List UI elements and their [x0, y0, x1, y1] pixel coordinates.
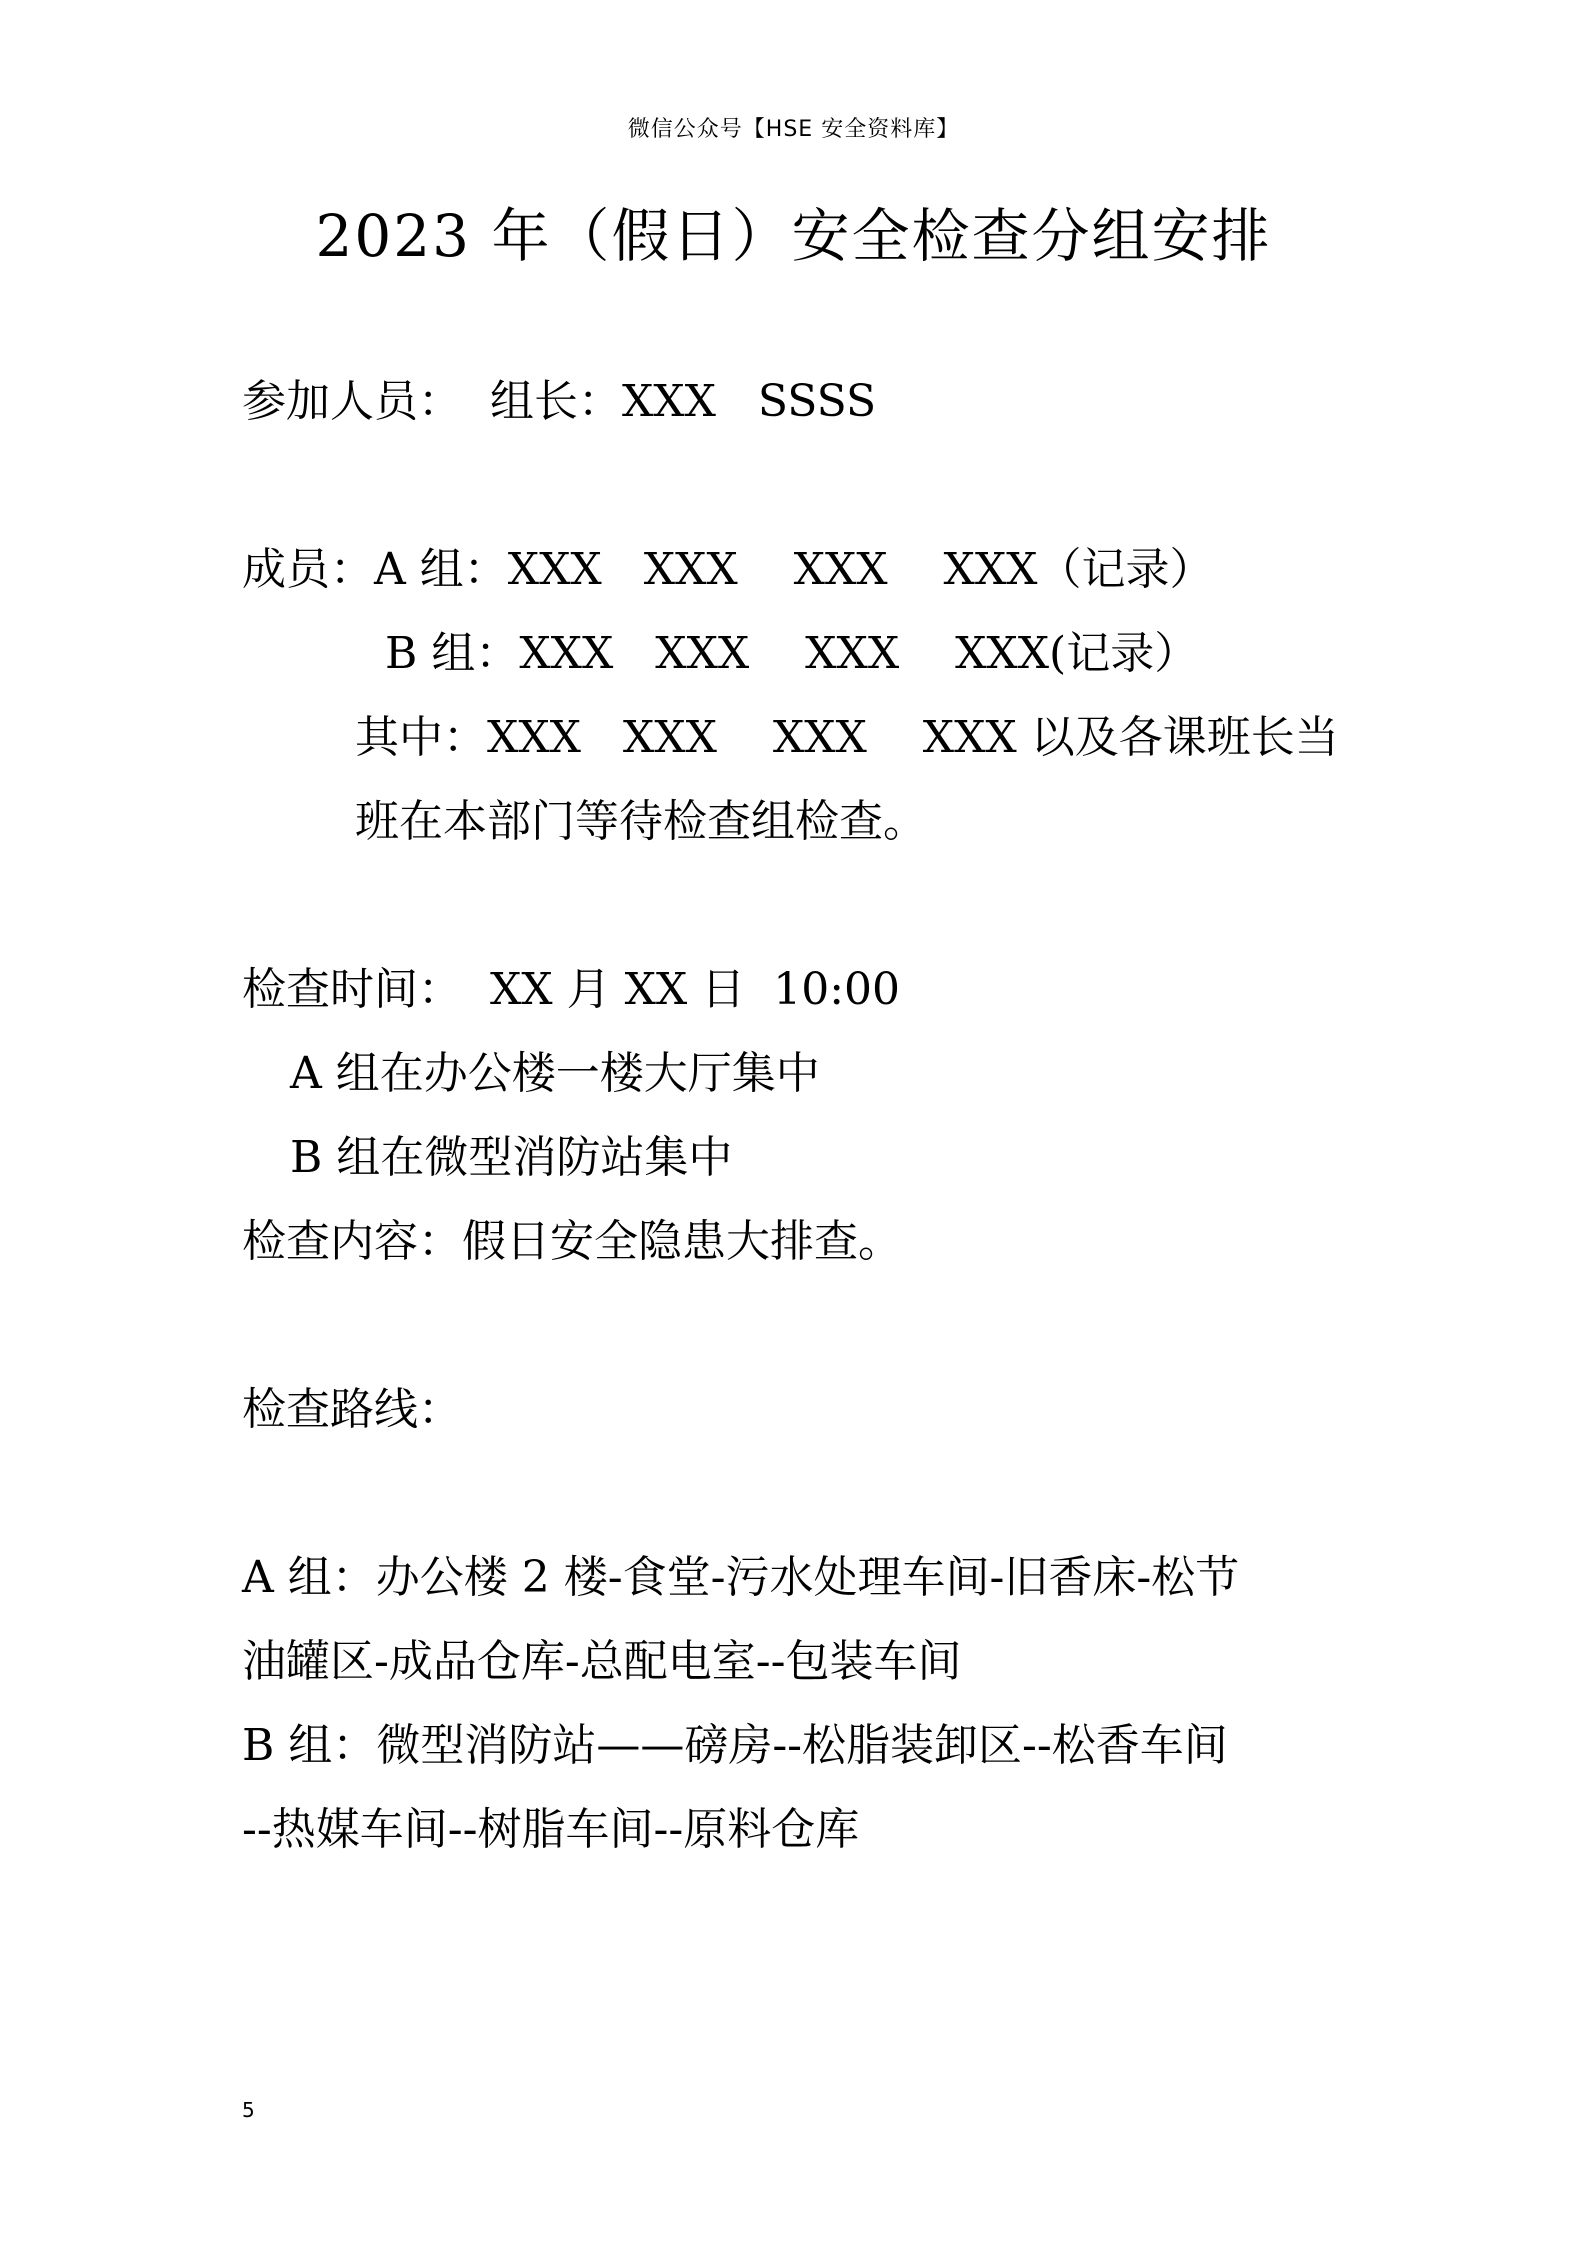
gather-group-a: A 组在办公楼一楼大厅集中	[290, 1048, 820, 1099]
route-group-b-line-1: B 组：微型消防站——磅房--松脂装卸区--松香车间	[242, 1720, 1228, 1771]
route-label: 检查路线：	[242, 1384, 462, 1435]
inspection-time: 检查时间： XX 月 XX 日 10:00	[242, 964, 901, 1015]
page-header: 微信公众号【HSE 安全资料库】	[627, 117, 960, 142]
document-title: 2023 年（假日）安全检查分组安排	[315, 202, 1272, 270]
inspection-content: 检查内容：假日安全隐患大排查。	[242, 1216, 902, 1267]
members-group-a: 成员：A 组：XXX XXX XXX XXX（记录）	[242, 544, 1214, 595]
participants-line: 参加人员： 组长：XXX SSSS	[242, 376, 877, 427]
others-line-2: 班在本部门等待检查组检查。	[355, 796, 927, 847]
members-group-b: B 组：XXX XXX XXX XXX(记录）	[385, 628, 1199, 679]
others-line-1: 其中：XXX XXX XXX XXX 以及各课班长当	[355, 712, 1339, 763]
route-group-a-line-1: A 组：办公楼 2 楼-食堂-污水处理车间-旧香床-松节	[242, 1552, 1240, 1603]
page-number: 5	[242, 2098, 255, 2122]
route-group-a-line-2: 油罐区-成品仓库-总配电室--包装车间	[242, 1636, 962, 1687]
gather-group-b: B 组在微型消防站集中	[290, 1132, 733, 1183]
route-group-b-line-2: --热媒车间--树脂车间--原料仓库	[242, 1804, 860, 1855]
